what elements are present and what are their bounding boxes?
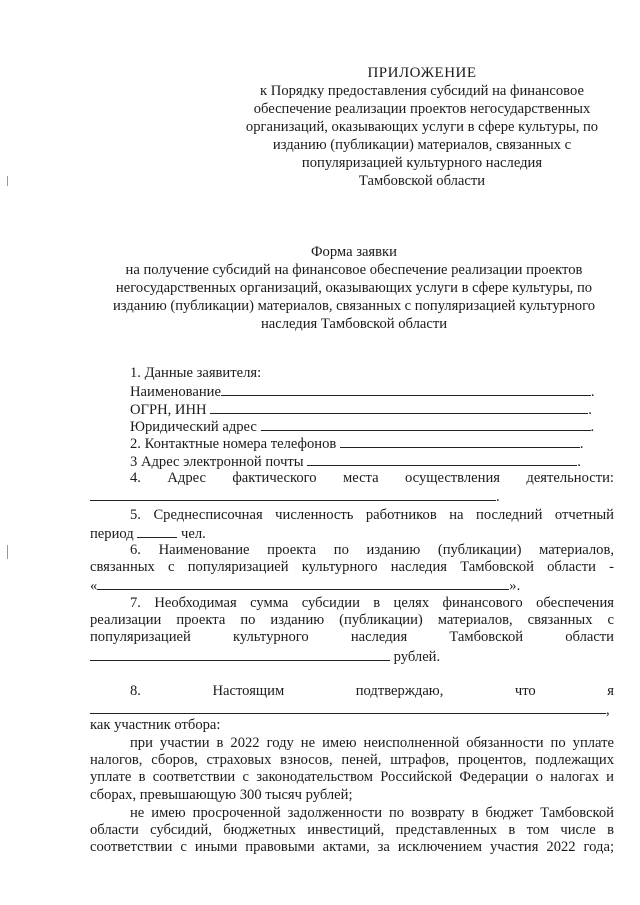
project-label-line1: 6. Наименование проекта по изданию (публикации) материалов, <box>130 542 614 558</box>
actual-address-field[interactable] <box>90 486 496 501</box>
sum-row <box>90 646 614 666</box>
sum-field[interactable] <box>90 646 390 661</box>
sum-unit: рублей. <box>393 649 441 665</box>
paragraph-2-line: области субсидий, бюджетных инвестиций, представленных в том числе в <box>90 822 614 838</box>
staff-unit: чел. <box>181 526 206 542</box>
ogrn-inn-field[interactable] <box>210 399 588 414</box>
actual-address-row: . <box>90 486 614 506</box>
annex-line: изданию (публикации) материалов, связанных с <box>272 137 572 153</box>
annex-block <box>232 64 612 190</box>
sum-label-line1: 7. Необходимая сумма субсидии в целях финансового обеспечения <box>130 595 614 611</box>
confirm-name-field[interactable] <box>90 699 606 714</box>
quote-open: « <box>90 578 98 594</box>
annex-line: Тамбовской области <box>358 173 486 189</box>
sum-label-line2: реализации проекта по изданию (публикации) материалов, связанных с <box>90 612 614 628</box>
annex-line: обеспечение реализации проектов негосударственных <box>253 101 591 117</box>
paragraph-1-line: сборах, превышающую 300 тысяч рублей; <box>90 787 353 803</box>
ogrn-inn-label: ОГРН, ИНН <box>130 402 207 418</box>
ogrn-inn-row: ОГРН, ИНН . <box>130 399 640 419</box>
paragraph-1-line: уплате в соответствии с законодательством Российской Федерации о налогах и <box>90 769 614 785</box>
annex-line: популяризацией культурного наследия <box>301 155 543 171</box>
applicant-data-label: 1. Данные заявителя: <box>130 365 262 381</box>
email-label: 3 Адрес электронной почты <box>130 454 304 470</box>
staff-period-label: период <box>90 526 134 542</box>
annex-line: организаций, оказывающих услуги в сфере культуры, по <box>245 119 599 135</box>
legal-address-row: Юридический адрес . <box>130 416 640 436</box>
paragraph-1-line: при участии в 2022 году не имею неисполненной обязанности по уплате <box>130 735 614 751</box>
staff-count-field[interactable] <box>137 523 177 538</box>
paragraph-1-line: налогов, сборов, страховых взносов, пеней, штрафов, процентов, подлежащих <box>90 752 614 768</box>
form-title-line: на получение субсидий на финансовое обеспечение реализации проектов <box>125 262 583 278</box>
form-title-block <box>90 243 618 333</box>
project-name-field[interactable] <box>97 575 509 590</box>
email-row: 3 Адрес электронной почты . <box>130 451 640 471</box>
annex-line: к Порядку предоставления субсидий на финансовое <box>260 83 584 99</box>
form-title-heading: Форма заявки <box>311 244 397 260</box>
phones-label: 2. Контактные номера телефонов <box>130 436 337 452</box>
legal-address-label: Юридический адрес <box>130 419 257 435</box>
confirm-comma: , <box>606 702 610 718</box>
project-name-row <box>90 575 614 595</box>
form-title-line: негосударственных организаций, оказывающих услуги в сфере культуры, по <box>115 280 593 296</box>
phones-field[interactable] <box>340 433 580 448</box>
legal-address-field[interactable] <box>261 416 591 431</box>
scan-mark <box>7 176 8 186</box>
phones-row: 2. Контактные номера телефонов . <box>130 433 640 453</box>
actual-address-label: 4. Адрес фактического места осуществления деятельности: <box>130 470 614 486</box>
name-field[interactable] <box>221 381 591 396</box>
staff-period-row <box>90 523 614 543</box>
annex-heading: ПРИЛОЖЕНИЕ <box>367 65 477 81</box>
staff-label-line: 5. Среднесписочная численность работников на последний отчетный <box>130 507 614 523</box>
participant-label: как участник отбора: <box>90 717 221 733</box>
form-title-line: изданию (публикации) материалов, связанных с популяризацией культурного <box>113 298 595 314</box>
confirm-label-line1: 8. Настоящим подтверждаю, что я <box>130 683 614 699</box>
name-label: Наименование <box>130 384 221 400</box>
scan-mark <box>7 545 8 559</box>
paragraph-2-line: соответствии с иными правовыми актами, за исключением участия 2022 года; <box>90 839 614 855</box>
name-row: Наименование . <box>130 381 640 401</box>
quote-close: ». <box>509 578 521 594</box>
sum-label-line3: популяризацией культурного наследия Тамбовской области <box>90 629 614 645</box>
paragraph-2-line: не имею просроченной задолженности по возврату в бюджет Тамбовской <box>130 805 614 821</box>
form-title-line: наследия Тамбовской области <box>260 316 448 332</box>
project-label-line2: связанных с популяризацией культурного наследия Тамбовской области - <box>90 559 614 575</box>
email-field[interactable] <box>307 451 577 466</box>
